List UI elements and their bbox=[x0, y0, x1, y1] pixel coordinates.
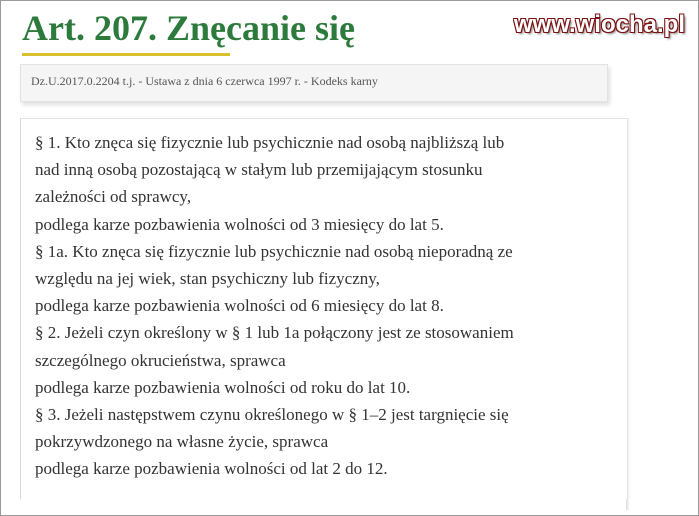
text-line: podlega karze pozbawienia wolności od lat 2 do 12. bbox=[35, 459, 388, 479]
text-line: § 1. Kto znęca się fizycznie lub psychicznie nad osobą najbliższą lub bbox=[35, 133, 505, 152]
source-meta-text: Dz.U.2017.0.2204 t.j. - Ustawa z dnia 6 czerwca 1997 r. - Kodeks karny bbox=[31, 74, 378, 88]
article-text bbox=[35, 129, 620, 483]
text-line: pokrzywdzonego na własne życie, sprawca bbox=[35, 432, 329, 452]
text-line: podlega karze pozbawienia wolności od 3 miesięcy do lat 5. bbox=[35, 214, 444, 234]
text-line: § 3. Jeżeli następstwem czynu określonego w § 1–2 jest targnięcie się bbox=[35, 405, 509, 425]
source-meta-bar bbox=[20, 64, 608, 102]
text-line: nad inną osobą pozostającą w stałym lub przemijającym stosunku bbox=[35, 160, 483, 180]
text-line: szczególnego okrucieństwa, sprawca bbox=[35, 350, 286, 370]
text-line: względu na jej wiek, stan psychiczny lub fizyczny, bbox=[35, 269, 380, 289]
article-title: Art. 207. Znęcanie się bbox=[22, 8, 355, 48]
text-line: zależności od sprawcy, bbox=[35, 187, 192, 207]
text-line: podlega karze pozbawienia wolności od 6 miesięcy do lat 8. bbox=[35, 296, 444, 316]
text-line: podlega karze pozbawienia wolności od roku do lat 10. bbox=[35, 377, 411, 397]
title-underline bbox=[22, 53, 230, 56]
text-line: § 2. Jeżeli czyn określony w § 1 lub 1a połączony jest ze stosowaniem bbox=[35, 323, 514, 343]
text-line: § 1a. Kto znęca się fizycznie lub psychicznie nad osobą nieporadną ze bbox=[35, 241, 513, 261]
article-content bbox=[20, 118, 628, 499]
site-watermark: www.wiocha.pl bbox=[513, 11, 685, 38]
